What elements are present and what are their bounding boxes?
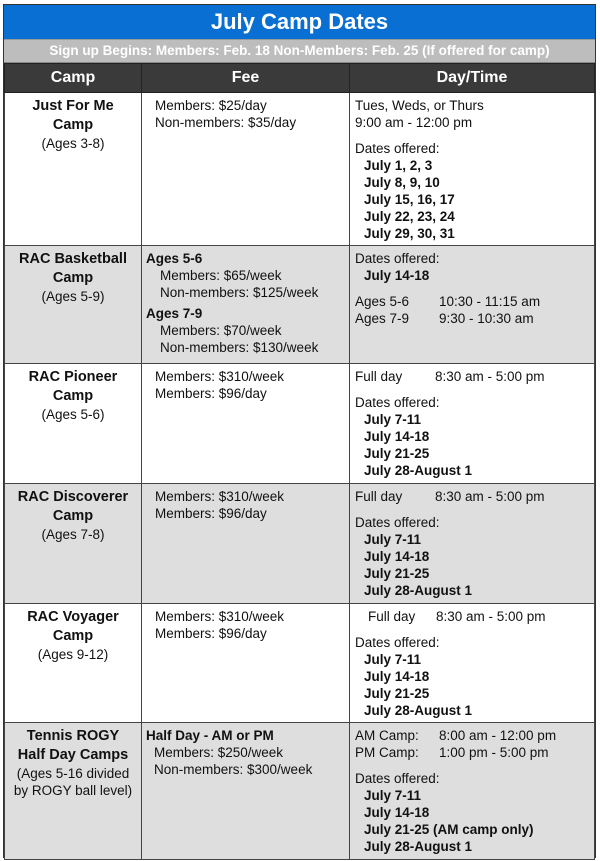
page-title: July Camp Dates <box>4 5 595 39</box>
header-camp: Camp <box>5 64 142 93</box>
signup-banner: Sign up Begins: Members: Feb. 18 Non-Members: Feb. 25 (If offered for camp) <box>4 39 595 63</box>
date-item: July 1, 2, 3 <box>364 158 433 173</box>
fee-line: Members: $310/week <box>155 489 285 504</box>
camp-cell <box>5 364 142 484</box>
fee-line: Non-members: $125/week <box>160 285 319 300</box>
time-text: 8:30 am - 5:00 pm <box>436 609 546 624</box>
camp-ages: (Ages 9-12) <box>37 647 109 662</box>
camp-ages: (Ages 5-16 divided by ROGY ball level) <box>13 766 133 798</box>
date-item: July 7-11 <box>364 788 422 803</box>
session-row <box>355 293 589 310</box>
fee-line: Members: $96/day <box>155 626 267 641</box>
day-time-row <box>355 368 589 385</box>
date-item: July 14-18 <box>364 669 430 684</box>
fee-group-head: Ages 7-9 <box>146 306 203 321</box>
day-time-row <box>355 608 589 625</box>
date-item: July 7-11 <box>364 652 422 667</box>
fee-line: Non-members: $130/week <box>160 340 319 355</box>
date-item: July 8, 9, 10 <box>364 175 440 190</box>
camp-ages: (Ages 5-9) <box>41 289 105 304</box>
date-item: July 21-25 <box>364 566 430 581</box>
fee-group-head: Half Day - AM or PM <box>146 728 274 743</box>
table-row <box>5 364 595 484</box>
fee-group-head: Ages 5-6 <box>146 251 203 266</box>
camp-name: RAC Discoverer Camp <box>17 489 129 524</box>
fee-line: Members: $25/day <box>155 98 267 113</box>
camp-ages: (Ages 5-6) <box>41 407 105 422</box>
day-time-cell <box>350 604 595 723</box>
fee-cell <box>142 723 350 860</box>
camp-ages: (Ages 7-8) <box>41 527 105 542</box>
day-time-cell <box>350 364 595 484</box>
session-row <box>355 310 589 327</box>
date-item: July 21-25 <box>364 446 430 461</box>
date-item: July 29, 30, 31 <box>364 226 455 241</box>
table-row <box>5 93 595 246</box>
fee-cell <box>142 484 350 604</box>
camp-cell <box>5 723 142 860</box>
date-item: July 7-11 <box>364 532 422 547</box>
fee-line: Members: $250/week <box>154 745 284 760</box>
date-item: July 14-18 <box>364 429 430 444</box>
days-text: Tues, Weds, or Thurs <box>355 98 484 113</box>
day-label: Full day <box>355 369 403 384</box>
fee-line: Members: $96/day <box>155 386 267 401</box>
session-time: 8:00 am - 12:00 pm <box>439 728 557 743</box>
date-item: July 14-18 <box>364 268 430 283</box>
table-header-row <box>5 64 595 93</box>
camp-table <box>4 63 595 860</box>
session-age: PM Camp: <box>355 745 419 760</box>
day-time-cell <box>350 723 595 860</box>
fee-line: Members: $310/week <box>155 369 285 384</box>
dates-label: Dates offered: <box>355 771 440 786</box>
dates-label: Dates offered: <box>355 141 440 156</box>
time-text: 9:00 am - 12:00 pm <box>355 115 473 130</box>
dates-label: Dates offered: <box>355 395 440 410</box>
table-row <box>5 484 595 604</box>
day-time-cell <box>350 484 595 604</box>
camp-name: RAC Voyager Camp <box>27 609 119 644</box>
day-time-cell <box>350 246 595 364</box>
date-item: July 21-25 (AM camp only) <box>364 822 534 837</box>
table-row <box>5 723 595 860</box>
fee-line: Members: $96/day <box>155 506 267 521</box>
date-item: July 7-11 <box>364 412 422 427</box>
day-label: Full day <box>368 609 416 624</box>
dates-label: Dates offered: <box>355 251 440 266</box>
session-time: 10:30 - 11:15 am <box>439 294 541 309</box>
fee-cell <box>142 604 350 723</box>
dates-label: Dates offered: <box>355 515 440 530</box>
camp-dates-sheet <box>3 4 596 858</box>
session-row <box>355 744 589 761</box>
date-item: July 21-25 <box>364 686 430 701</box>
camp-cell <box>5 246 142 364</box>
date-item: July 15, 16, 17 <box>364 192 455 207</box>
table-row <box>5 246 595 364</box>
camp-name: Just For Me Camp <box>32 98 114 133</box>
date-item: July 28-August 1 <box>364 703 473 718</box>
date-item: July 14-18 <box>364 805 430 820</box>
session-age: AM Camp: <box>355 728 419 743</box>
session-time: 1:00 pm - 5:00 pm <box>439 745 549 760</box>
date-item: July 28-August 1 <box>364 583 473 598</box>
fee-line: Members: $65/week <box>160 268 282 283</box>
camp-cell <box>5 93 142 246</box>
camp-name: RAC Pioneer Camp <box>28 369 118 404</box>
camp-ages: (Ages 3-8) <box>41 136 105 151</box>
dates-label: Dates offered: <box>355 635 440 650</box>
camp-cell <box>5 604 142 723</box>
day-label: Full day <box>355 489 403 504</box>
day-time-cell <box>350 93 595 246</box>
fee-line: Members: $310/week <box>155 609 285 624</box>
table-row <box>5 604 595 723</box>
date-item: July 22, 23, 24 <box>364 209 455 224</box>
session-time: 9:30 - 10:30 am <box>439 311 534 326</box>
session-row <box>355 727 589 744</box>
header-fee: Fee <box>142 64 350 93</box>
camp-name: RAC Basketball Camp <box>19 251 127 286</box>
camp-cell <box>5 484 142 604</box>
header-day-time: Day/Time <box>350 64 595 93</box>
day-time-row <box>355 488 589 505</box>
time-text: 8:30 am - 5:00 pm <box>435 369 545 384</box>
fee-line: Non-members: $35/day <box>155 115 297 130</box>
fee-cell <box>142 93 350 246</box>
camp-name: Tennis ROGY Half Day Camps <box>17 728 129 763</box>
session-age: Ages 7-9 <box>355 311 410 326</box>
fee-cell <box>142 364 350 484</box>
date-item: July 14-18 <box>364 549 430 564</box>
session-age: Ages 5-6 <box>355 294 410 309</box>
date-item: July 28-August 1 <box>364 839 473 854</box>
time-text: 8:30 am - 5:00 pm <box>435 489 545 504</box>
fee-line: Members: $70/week <box>160 323 282 338</box>
date-item: July 28-August 1 <box>364 463 473 478</box>
fee-cell <box>142 246 350 364</box>
fee-line: Non-members: $300/week <box>154 762 313 777</box>
